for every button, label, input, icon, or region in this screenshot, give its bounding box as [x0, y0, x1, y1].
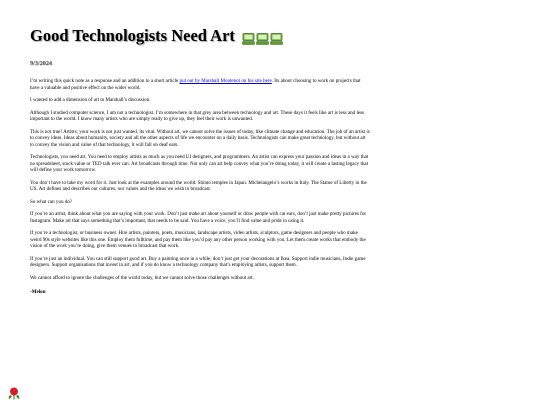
article — [30, 26, 370, 295]
page-title — [30, 26, 370, 48]
paragraph: Although I studied computer science, I am not a technologist. I’m somewhere in that grey area between technology and art. These days it feels like art is less and less important to the world. I know many artists who are simply ready to give up, they feel their work is unwanted. — [30, 109, 365, 122]
paragraph: This is not true! Artists; your work is not just wanted, its vital. Without art, we cannot solve the issues of today, like climate change and education. The job of an artist is to convey ideas. Ideas about humanity, society and all the other aspects of life we encounter on a daily basis. Technologists can make great technology, but without art to convey the vision and value of that technology, it will fall on deaf ears. — [30, 128, 370, 148]
intro-text-after: . Its about choosing to work on projects that have a valuable and positive effect on the wider world. — [30, 78, 361, 91]
paragraph: If you’re just an individual. You can still support good art. Buy a painting once in a while, don’t just get your decorations at Ikea. Support indie musicians, Indie game designers. Support organisations that invest in art, and if you do know a technology company that’s employing artists, support them. — [30, 255, 366, 268]
paragraph: You don’t have to take my word for it. Just look at the examples around the world. Shinto temples in Japan. Michelangelo’s works in Italy. The Statue of Liberty in the US. Art defines and describes our cultures, our values and the ideas we wish to broadcast. — [30, 179, 367, 192]
paragraph: So what can you do? — [30, 198, 73, 205]
computer-icon — [242, 33, 255, 45]
paragraph: If you’re a technologist, or business owner. Hire artists, painters, poets, musicians, landscape artists, video artists, sculptors, game designers and people who make weird 90s style websites like this one. Employ them fulltime, and pay them like you’d pay any other person working with you. Let them create works that embody the vision of the work you’re doing, give them venues to broadcast that work. — [30, 230, 366, 249]
computer-emoji-row — [242, 28, 284, 48]
paragraph: Technologists, you need art. You need to employ artists as much as you need UI designers, and programmers. An artist can express your passion and ideas in a way that no spreadsheet, stock value or TED talk ever can. Art broadcasts through time. Not only can art help convey what you’re doing today, it will create a lasting legacy that will define your work tomorrow. — [30, 154, 369, 173]
paragraph: If you’re an artist, think about what you are saying with your work. Don’t just make art about yourself or draw people with cat ears, don’t just make pretty pictures for Instagram. Make art that says something that’s important, that needs to be said. You have a voice, you’ll find value and pride in using it. — [30, 211, 367, 224]
post-date: 9/3/2024 — [30, 60, 53, 67]
computer-icon — [270, 33, 283, 45]
intro-paragraph — [30, 78, 370, 91]
marshall-article-link[interactable]: put out by Marshall Moutenot on his site here — [179, 78, 272, 84]
paragraph: We cannot afford to ignore the challenges of the world today, but we cannot solve those challenges without art. — [30, 274, 254, 281]
signature: -Melon — [30, 289, 46, 295]
paragraph: I wanted to add a dimension of art to Marshall’s discussion. — [30, 97, 151, 103]
computer-icon — [256, 33, 269, 45]
page-title-text: Good Technologists Need Art — [30, 26, 235, 45]
rose-icon[interactable] — [7, 386, 21, 400]
intro-text-before: I’m writing this quick note as a response and an addition to a short article — [30, 78, 180, 84]
